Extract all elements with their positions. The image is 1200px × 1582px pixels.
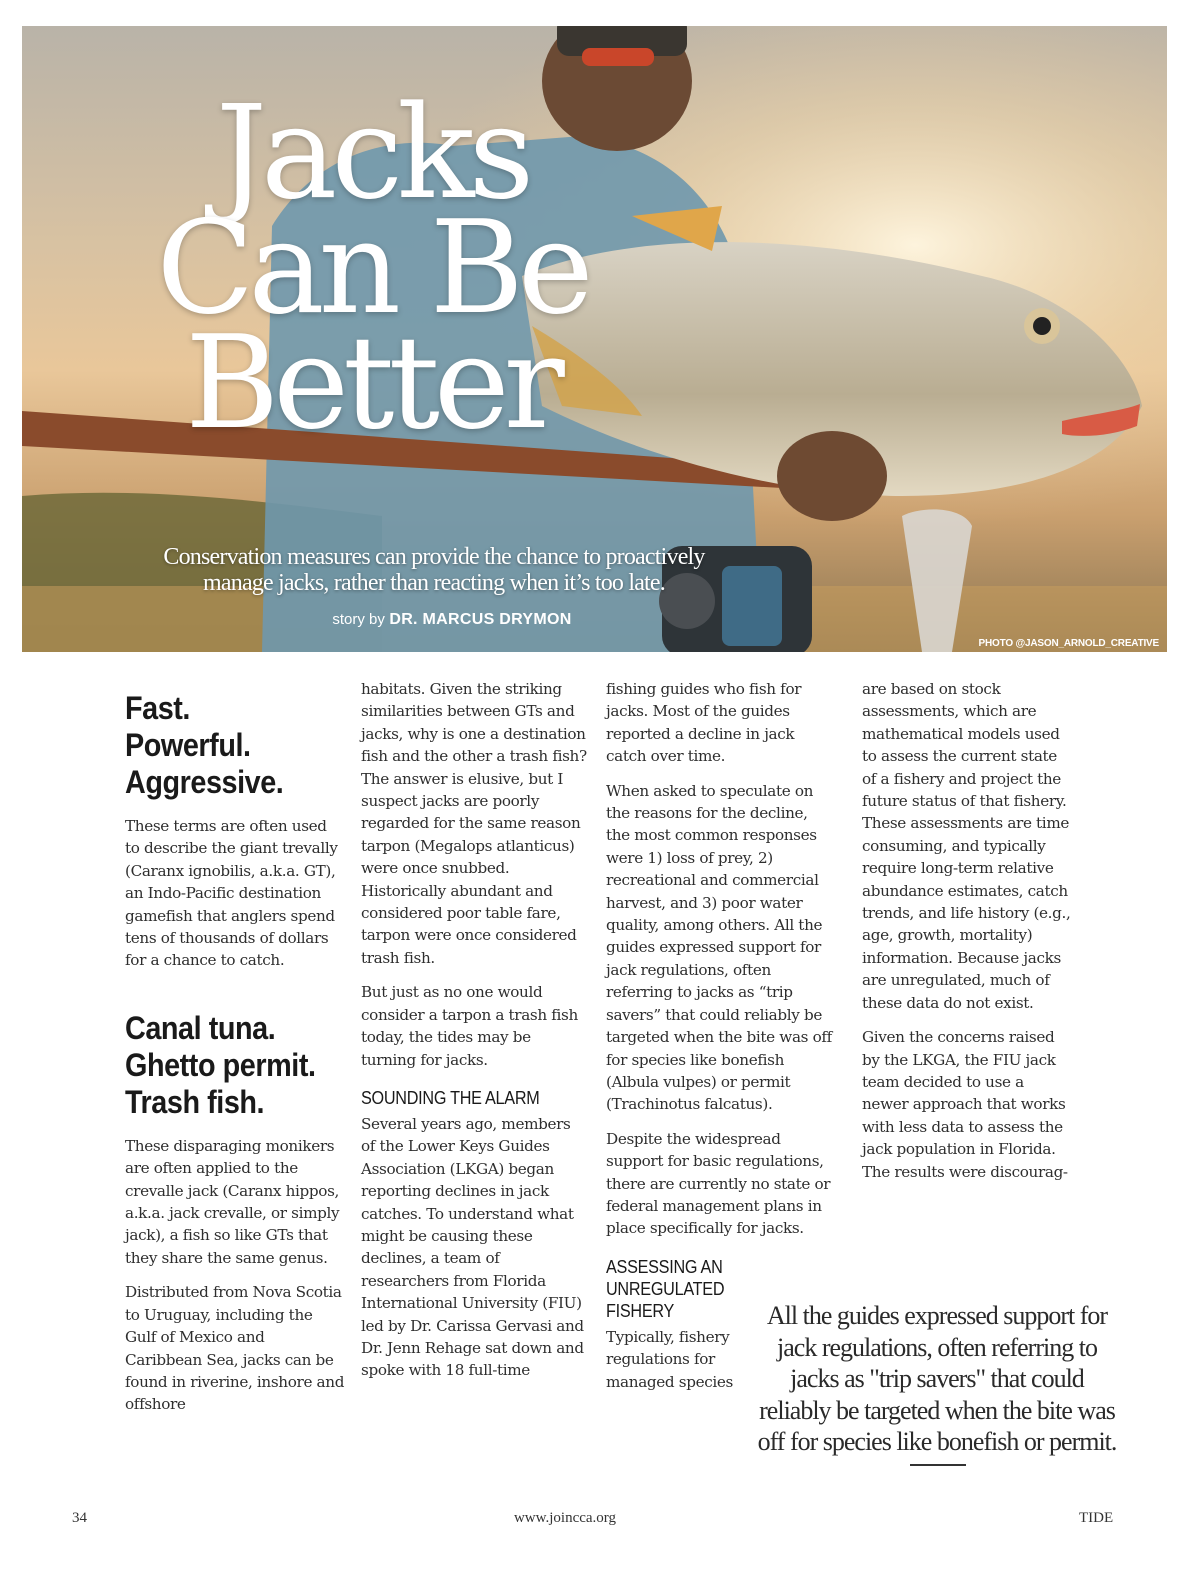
paragraph: Despite the widespread support for basic regulations, there are currently no state or federal management plans in place specifically for jacks. (606, 1129, 831, 1238)
headline-line-3: Better (185, 309, 559, 459)
paragraph: Distributed from Nova Scotia to Uruguay, including the Gulf of Mexico and Caribbean Sea, jacks can be found in riverine, inshore and offshore (125, 1283, 345, 1414)
paragraph: fishing guides who fish for jacks. Most of the guides reported a decline in jack catch over time. (606, 680, 802, 766)
paragraph: habitats. Given the striking similarities between GTs and jacks, why is one a destination fish and the other a trash fish? The answer is elusive, but I suspect jacks are poorly regarded for the same reason tarpon (Megalops atlanticus) were once snubbed. Historically abundant and considered poor table fare, tarpon were once considered trash fish. (361, 680, 587, 967)
display-heading-1 (125, 690, 323, 801)
deck-line-1: Conservation measures can provide the chance to proactively (163, 544, 705, 570)
pull-quote: All the guides expressed support for jack regulations, often referring to jacks as "trip savers" that could reliably be targeted when the bite was off for species like bonefish or permit. (757, 1301, 1117, 1456)
display-line: Canal tuna. (125, 1009, 276, 1046)
magazine-name: TIDE (1079, 1510, 1114, 1526)
headline (22, 79, 722, 459)
angler-hand (777, 431, 887, 521)
subhead-assessing: ASSESSING AN UNREGULATED FISHERY (606, 1256, 725, 1321)
display-heading-2 (125, 1010, 323, 1121)
byline-author: DR. MARCUS DRYMON (389, 611, 572, 628)
hero-photo (22, 26, 1167, 652)
byline (202, 611, 702, 629)
page-number: 34 (72, 1510, 87, 1526)
paragraph: are based on stock assessments, which are mathematical models used to assess the current state of a fishery and project the future status of that fishery. These assessments are time consuming, and typically require long-term relative abundance estimates, catch trends, and life history (e.g., age, growth, mortality) information. Because jacks are unregulated, much of these data do not exist. (862, 680, 1071, 1012)
display-line: Ghetto permit. (125, 1046, 316, 1083)
byline-prefix: story by (332, 611, 385, 628)
deck-line-2: manage jacks, rather than reacting when it’s too late. (203, 570, 665, 597)
display-line: Trash fish. (125, 1083, 265, 1120)
display-line: Powerful. (125, 727, 251, 763)
paragraph: But just as no one would consider a tarpon a trash fish today, the tides may be turning for jacks. (361, 983, 578, 1069)
column-3 (606, 678, 832, 1405)
deck (114, 544, 754, 597)
column-1 (125, 678, 345, 1428)
pull-quote-rule (910, 1464, 966, 1466)
display-line: Aggressive. (125, 764, 284, 800)
headline-line-2: Can Be (156, 194, 588, 344)
column-4 (862, 678, 1072, 1195)
paragraph: These disparaging monikers are often applied to the crevalle jack (Caranx hippos, a.k.a. jack crevalle, or simply jack), a fish so like GTs that they share the same genus. (125, 1136, 340, 1267)
sunglasses (582, 48, 654, 66)
display-line: Fast. (125, 690, 190, 726)
footer-url[interactable]: www.joincca.org (513, 1510, 617, 1526)
headline-line-1: Jacks (215, 79, 529, 228)
photo-credit: PHOTO @JASON_ARNOLD_CREATIVE (978, 638, 1159, 649)
paragraph: Typically, fishery regulations for managed species (606, 1327, 733, 1391)
column-2 (361, 678, 589, 1394)
paragraph: Several years ago, members of the Lower Keys Guides Association (LKGA) began reporting declines in jack catches. To understand what might be causing these declines, a team of researchers from Florida International University (FIU) led by Dr. Carissa Gervasi and Dr. Jenn Rehage sat down and spoke with 18 full-time (361, 1114, 584, 1380)
paragraph: Given the concerns raised by the LKGA, the FIU jack team decided to use a newer approach that works with less data to assess the jack population in Florida. The results were discourag- (862, 1028, 1068, 1181)
paragraph: When asked to speculate on the reasons for the decline, the most common responses were 1) loss of prey, 2) recreational and commercial harvest, and 3) poor water quality, among others. All the guides expressed support for jack regulations, often referring to jacks as “trip savers” that could reliably be targeted when the bite was off for species like bonefish (Albula vulpes) or permit (Trachinotus falcatus). (606, 781, 832, 1114)
subhead-sounding-the-alarm: SOUNDING THE ALARM (361, 1087, 540, 1108)
paragraph: These terms are often used to describe the giant trevally (Caranx ignobilis, a.k.a. GT), an Indo-Pacific destination gamefish that anglers spend tens of thousands of dollars for a chance to catch. (125, 817, 338, 970)
